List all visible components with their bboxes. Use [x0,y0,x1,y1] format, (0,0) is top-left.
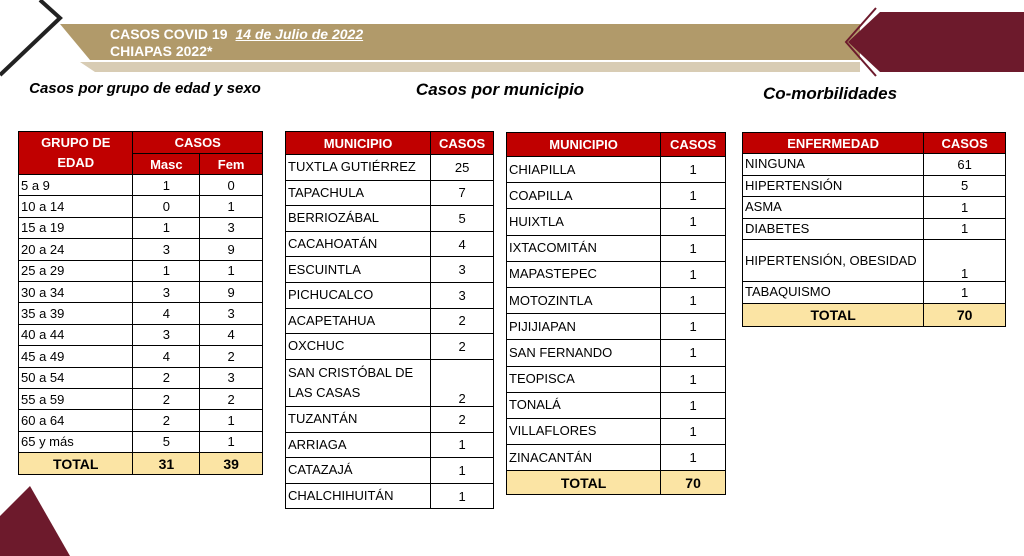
grupo-edad-cell: 45 a 49 [19,346,133,367]
municipio-casos-cell: 3 [431,282,494,308]
municipio-name-cell: IXTACOMITÁN [507,235,661,261]
casos-fem-cell: 3 [200,217,263,238]
casos-fem-cell: 2 [200,346,263,367]
municipio-name-cell: MAPASTEPEC [507,261,661,287]
table-row [507,392,726,418]
municipio-casos-cell: 2 [431,334,494,360]
table-row [19,281,263,302]
municipio-name-cell: ARRIAGA [286,432,431,458]
grupo-edad-cell: 15 a 19 [19,217,133,238]
table-row [507,209,726,235]
municipio-casos-cell: 1 [661,209,726,235]
municipio-name-cell: CATAZAJÁ [286,458,431,484]
casos-fem-cell: 1 [200,431,263,452]
table-row [507,183,726,209]
municipio-casos-cell: 1 [661,183,726,209]
edad-table-body [19,175,263,453]
grupo-edad-cell: 5 a 9 [19,175,133,196]
enfermedad-casos-cell: 5 [924,175,1006,197]
table-row [743,175,1006,197]
grupo-edad-cell: 25 a 29 [19,260,133,281]
title-comorbilidades: Co-morbilidades [762,84,898,103]
municipio-casos-cell: 25 [431,155,494,181]
table-row [19,196,263,217]
table-row [286,257,494,283]
municipio-casos-cell: 2 [431,359,494,406]
casos-fem-cell: 3 [200,367,263,388]
municipio-casos-cell: 1 [661,445,726,471]
municipio-casos-cell: 1 [661,392,726,418]
municipio-name-cell: CHIAPILLA [507,157,661,183]
table-row [743,154,1006,176]
casos-masc-cell: 3 [133,324,200,345]
grupo-edad-cell: 35 a 39 [19,303,133,324]
table-row [507,418,726,444]
casos-masc-cell: 3 [133,239,200,260]
enfermedad-casos-cell: 61 [924,154,1006,176]
municipio-casos-cell: 7 [431,180,494,206]
casos-fem-cell: 9 [200,239,263,260]
municipio-table-1-body [286,155,494,509]
table-row [286,483,494,509]
municipio-name-cell: CACAHOATÁN [286,231,431,257]
municipio-name-cell: SAN FERNANDO [507,340,661,366]
grupo-edad-cell: 20 a 24 [19,239,133,260]
total-label: TOTAL [507,471,661,495]
municipio-casos-cell: 1 [661,287,726,313]
table-row [286,334,494,360]
table-row [286,458,494,484]
table-row [743,240,1006,282]
corner-bottom-left-decoration [0,486,80,556]
table-row [286,231,494,257]
municipio-casos-cell: 1 [661,340,726,366]
header-line2: CHIAPAS 2022* [110,43,213,59]
grupo-edad-cell: 10 a 14 [19,196,133,217]
table-row [19,388,263,409]
table-row [286,359,494,406]
municipio-casos-cell: 1 [661,157,726,183]
municipio-name-cell: TEOPISCA [507,366,661,392]
municipio-name-cell: TONALÁ [507,392,661,418]
table-row [286,206,494,232]
casos-masc-cell: 3 [133,281,200,302]
table-row [743,197,1006,219]
table-row [19,303,263,324]
table-row [19,175,263,196]
casos-fem-cell: 4 [200,324,263,345]
municipio-table-1 [285,131,494,509]
casos-masc-cell: 2 [133,410,200,431]
table-row [743,218,1006,240]
municipio-name-cell: TAPACHULA [286,180,431,206]
table-row [507,366,726,392]
title-municipio: Casos por municipio [415,80,585,99]
casos-masc-cell: 1 [133,217,200,238]
casos-masc-cell: 2 [133,388,200,409]
grupo-edad-cell: 30 a 34 [19,281,133,302]
grupo-edad-cell: 60 a 64 [19,410,133,431]
enfermedad-casos-cell: 1 [924,282,1006,304]
header-casos: CASOS [133,132,263,154]
title-edad: Casos por grupo de edad y sexo [29,80,261,97]
municipio-casos-cell: 1 [661,418,726,444]
table-row [286,155,494,181]
municipio-casos-cell: 1 [661,235,726,261]
municipio-casos-cell: 1 [661,261,726,287]
grupo-edad-cell: 65 y más [19,431,133,452]
header-municipio: MUNICIPIO [507,133,661,157]
municipio-name-cell: ESCUINTLA [286,257,431,283]
grupo-edad-cell: 50 a 54 [19,367,133,388]
header-line1: CASOS COVID 19 [110,26,228,42]
grupo-edad-cell: 40 a 44 [19,324,133,345]
table-row [286,432,494,458]
comorbilidades-table [742,132,1006,327]
casos-fem-cell: 1 [200,410,263,431]
table-row [19,431,263,452]
table-row [507,314,726,340]
enfermedad-casos-cell: 1 [924,218,1006,240]
table-row [19,410,263,431]
table-row [286,308,494,334]
casos-masc-cell: 1 [133,260,200,281]
casos-masc-cell: 2 [133,367,200,388]
header-enfermedad: ENFERMEDAD [743,133,924,154]
enfermedad-cell: HIPERTENSIÓN, OBESIDAD [743,240,924,282]
table-row [743,282,1006,304]
municipio-casos-cell: 4 [431,231,494,257]
casos-fem-cell: 9 [200,281,263,302]
enfermedad-casos-cell: 1 [924,240,1006,282]
municipio-name-cell: COAPILLA [507,183,661,209]
casos-fem-cell: 1 [200,260,263,281]
municipio-name-cell: HUIXTLA [507,209,661,235]
table-row [286,180,494,206]
table-row [507,340,726,366]
header-casos: CASOS [431,132,494,155]
comorbilidades-table-body [743,154,1006,304]
table-row [507,157,726,183]
header-masc: Masc [133,154,200,175]
municipio-name-cell: ZINACANTÁN [507,445,661,471]
table-row [507,445,726,471]
enfermedad-casos-cell: 1 [924,197,1006,219]
municipio-casos-cell: 1 [661,314,726,340]
enfermedad-cell: DIABETES [743,218,924,240]
header-title [110,26,363,60]
municipio-name-cell: PICHUCALCO [286,282,431,308]
municipio-table-2 [506,132,726,495]
header-band [0,0,1024,70]
table-row [286,406,494,432]
table-row [19,260,263,281]
total-masc: 31 [133,453,200,475]
enfermedad-cell: NINGUNA [743,154,924,176]
enfermedad-cell: TABAQUISMO [743,282,924,304]
casos-fem-cell: 1 [200,196,263,217]
municipio-casos-cell: 1 [431,458,494,484]
casos-fem-cell: 2 [200,388,263,409]
municipio-name-cell: ACAPETAHUA [286,308,431,334]
casos-masc-cell: 1 [133,175,200,196]
municipio-name-cell: TUZANTÁN [286,406,431,432]
total-casos: 70 [661,471,726,495]
total-casos: 70 [924,303,1006,326]
municipio-casos-cell: 1 [431,432,494,458]
municipio-casos-cell: 2 [431,308,494,334]
municipio-table-2-body [507,157,726,471]
total-fem: 39 [200,453,263,475]
municipio-casos-cell: 5 [431,206,494,232]
casos-fem-cell: 0 [200,175,263,196]
municipio-name-cell: PIJIJIAPAN [507,314,661,340]
municipio-name-cell: SAN CRISTÓBAL DE LAS CASAS [286,359,431,406]
table-row [19,324,263,345]
header-fem: Fem [200,154,263,175]
table-row [19,217,263,238]
casos-masc-cell: 5 [133,431,200,452]
municipio-name-cell: VILLAFLORES [507,418,661,444]
header-casos: CASOS [661,133,726,157]
total-label: TOTAL [19,453,133,475]
total-label: TOTAL [743,303,924,326]
casos-masc-cell: 0 [133,196,200,217]
municipio-casos-cell: 3 [431,257,494,283]
header-casos: CASOS [924,133,1006,154]
municipio-casos-cell: 2 [431,406,494,432]
municipio-name-cell: CHALCHIHUITÁN [286,483,431,509]
enfermedad-cell: ASMA [743,197,924,219]
casos-masc-cell: 4 [133,303,200,324]
grupo-edad-cell: 55 a 59 [19,388,133,409]
casos-fem-cell: 3 [200,303,263,324]
table-row [19,239,263,260]
table-row [286,282,494,308]
municipio-casos-cell: 1 [431,483,494,509]
table-row [507,287,726,313]
edad-table [18,131,263,475]
table-row [19,367,263,388]
enfermedad-cell: HIPERTENSIÓN [743,175,924,197]
header-date: 14 de Julio de 2022 [235,26,364,42]
table-row [507,261,726,287]
header-grupo-edad: GRUPO DE EDAD [19,132,133,175]
municipio-name-cell: MOTOZINTLA [507,287,661,313]
municipio-name-cell: TUXTLA GUTIÉRREZ [286,155,431,181]
municipio-casos-cell: 1 [661,366,726,392]
municipio-name-cell: OXCHUC [286,334,431,360]
municipio-name-cell: BERRIOZÁBAL [286,206,431,232]
casos-masc-cell: 4 [133,346,200,367]
table-row [507,235,726,261]
table-row [19,346,263,367]
header-municipio: MUNICIPIO [286,132,431,155]
corner-top-left-decoration [0,0,70,80]
